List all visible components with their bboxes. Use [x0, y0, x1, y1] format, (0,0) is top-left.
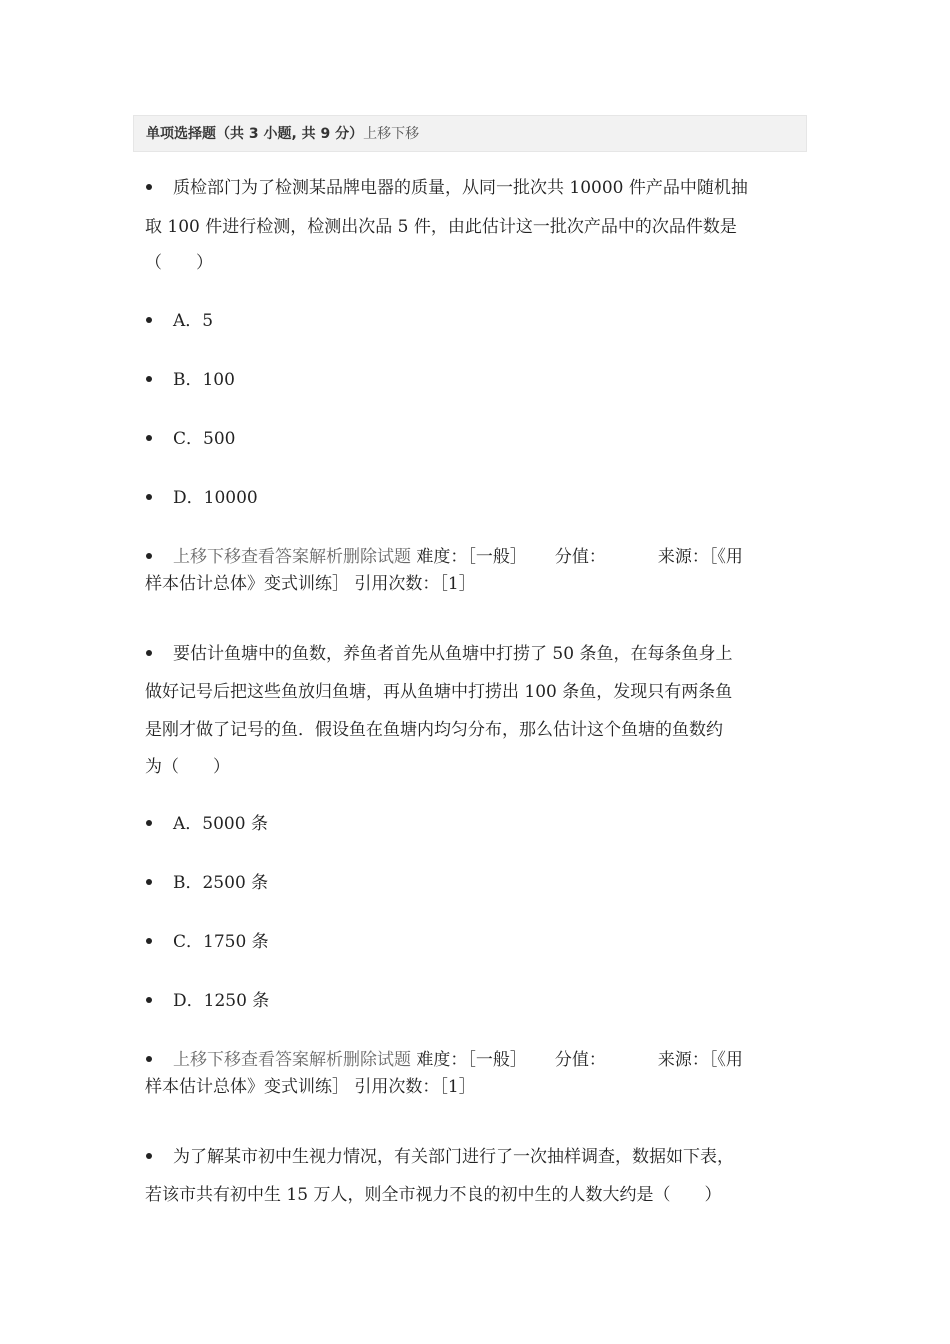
question-2-score: 分值：	[554, 1050, 606, 1070]
bullet-icon	[145, 1139, 173, 1176]
question-2-stem-line-3: 是刚才做了记号的鱼．假设鱼在鱼塘内均匀分布，那么估计这个鱼塘的鱼数约	[145, 720, 723, 740]
question-2-option-a[interactable]: A．5000 条	[145, 806, 805, 843]
section-title: 单项选择题（共 3 小题, 共 9 分）	[146, 126, 364, 142]
bullet-icon	[145, 636, 173, 673]
question-2-option-b[interactable]: B．2500 条	[145, 865, 805, 902]
question-1-stem-line-1: 质检部门为了检测某品牌电器的质量，从同一批次共 10000 件产品中随机抽	[145, 170, 805, 207]
question-2-option-d[interactable]: D．1250 条	[145, 983, 805, 1020]
question-1-source: 来源：［《用	[657, 547, 743, 567]
bullet-icon	[145, 924, 173, 961]
bullet-icon	[145, 480, 173, 517]
question-1-option-a[interactable]: A．5	[145, 303, 805, 340]
question-2-actions[interactable]: 上移下移查看答案解析删除试题	[173, 1050, 411, 1070]
section-header	[133, 115, 807, 152]
question-1-score: 分值：	[554, 547, 606, 567]
question-2-source: 来源：［《用	[657, 1050, 743, 1070]
question-2-option-c[interactable]: C．1750 条	[145, 924, 805, 961]
bullet-icon	[145, 421, 173, 458]
question-1-meta-line-1	[145, 545, 805, 569]
question-1-difficulty: 难度：［一般］	[416, 547, 527, 567]
question-1-stem-line-3: （ ）	[145, 253, 213, 273]
bullet-icon	[145, 170, 173, 207]
bullet-icon	[145, 1048, 173, 1072]
question-1-option-b[interactable]: B．100	[145, 362, 805, 399]
bullet-icon	[145, 983, 173, 1020]
move-up-down-link[interactable]: 上移下移	[363, 126, 420, 142]
question-1-meta-line-2: 样本估计总体》变式训练］ 引用次数：［1］	[145, 574, 476, 594]
bullet-icon	[145, 303, 173, 340]
question-2-difficulty: 难度：［一般］	[416, 1050, 527, 1070]
question-1-option-d[interactable]: D．10000	[145, 480, 805, 517]
bullet-icon	[145, 806, 173, 843]
question-2-stem-line-4: 为（ ）	[145, 757, 230, 777]
question-2-meta-line-1	[145, 1048, 805, 1072]
bullet-icon	[145, 865, 173, 902]
question-1-stem-line-2: 取 100 件进行检测，检测出次品 5 件，由此估计这一批次产品中的次品件数是	[145, 217, 737, 237]
question-3-stem-line-2: 若该市共有初中生 15 万人，则全市视力不良的初中生的人数大约是（ ）	[145, 1185, 722, 1205]
question-2-meta-line-2: 样本估计总体》变式训练］ 引用次数：［1］	[145, 1077, 476, 1097]
question-1-actions[interactable]: 上移下移查看答案解析删除试题	[173, 547, 411, 567]
question-2-stem-line-1: 要估计鱼塘中的鱼数，养鱼者首先从鱼塘中打捞了 50 条鱼，在每条鱼身上	[145, 636, 805, 673]
question-1-option-c[interactable]: C．500	[145, 421, 805, 458]
question-2-stem-line-2: 做好记号后把这些鱼放归鱼塘，再从鱼塘中打捞出 100 条鱼，发现只有两条鱼	[145, 682, 733, 702]
bullet-icon	[145, 362, 173, 399]
bullet-icon	[145, 545, 173, 569]
question-3-stem-line-1: 为了解某市初中生视力情况，有关部门进行了一次抽样调查，数据如下表，	[145, 1139, 805, 1176]
